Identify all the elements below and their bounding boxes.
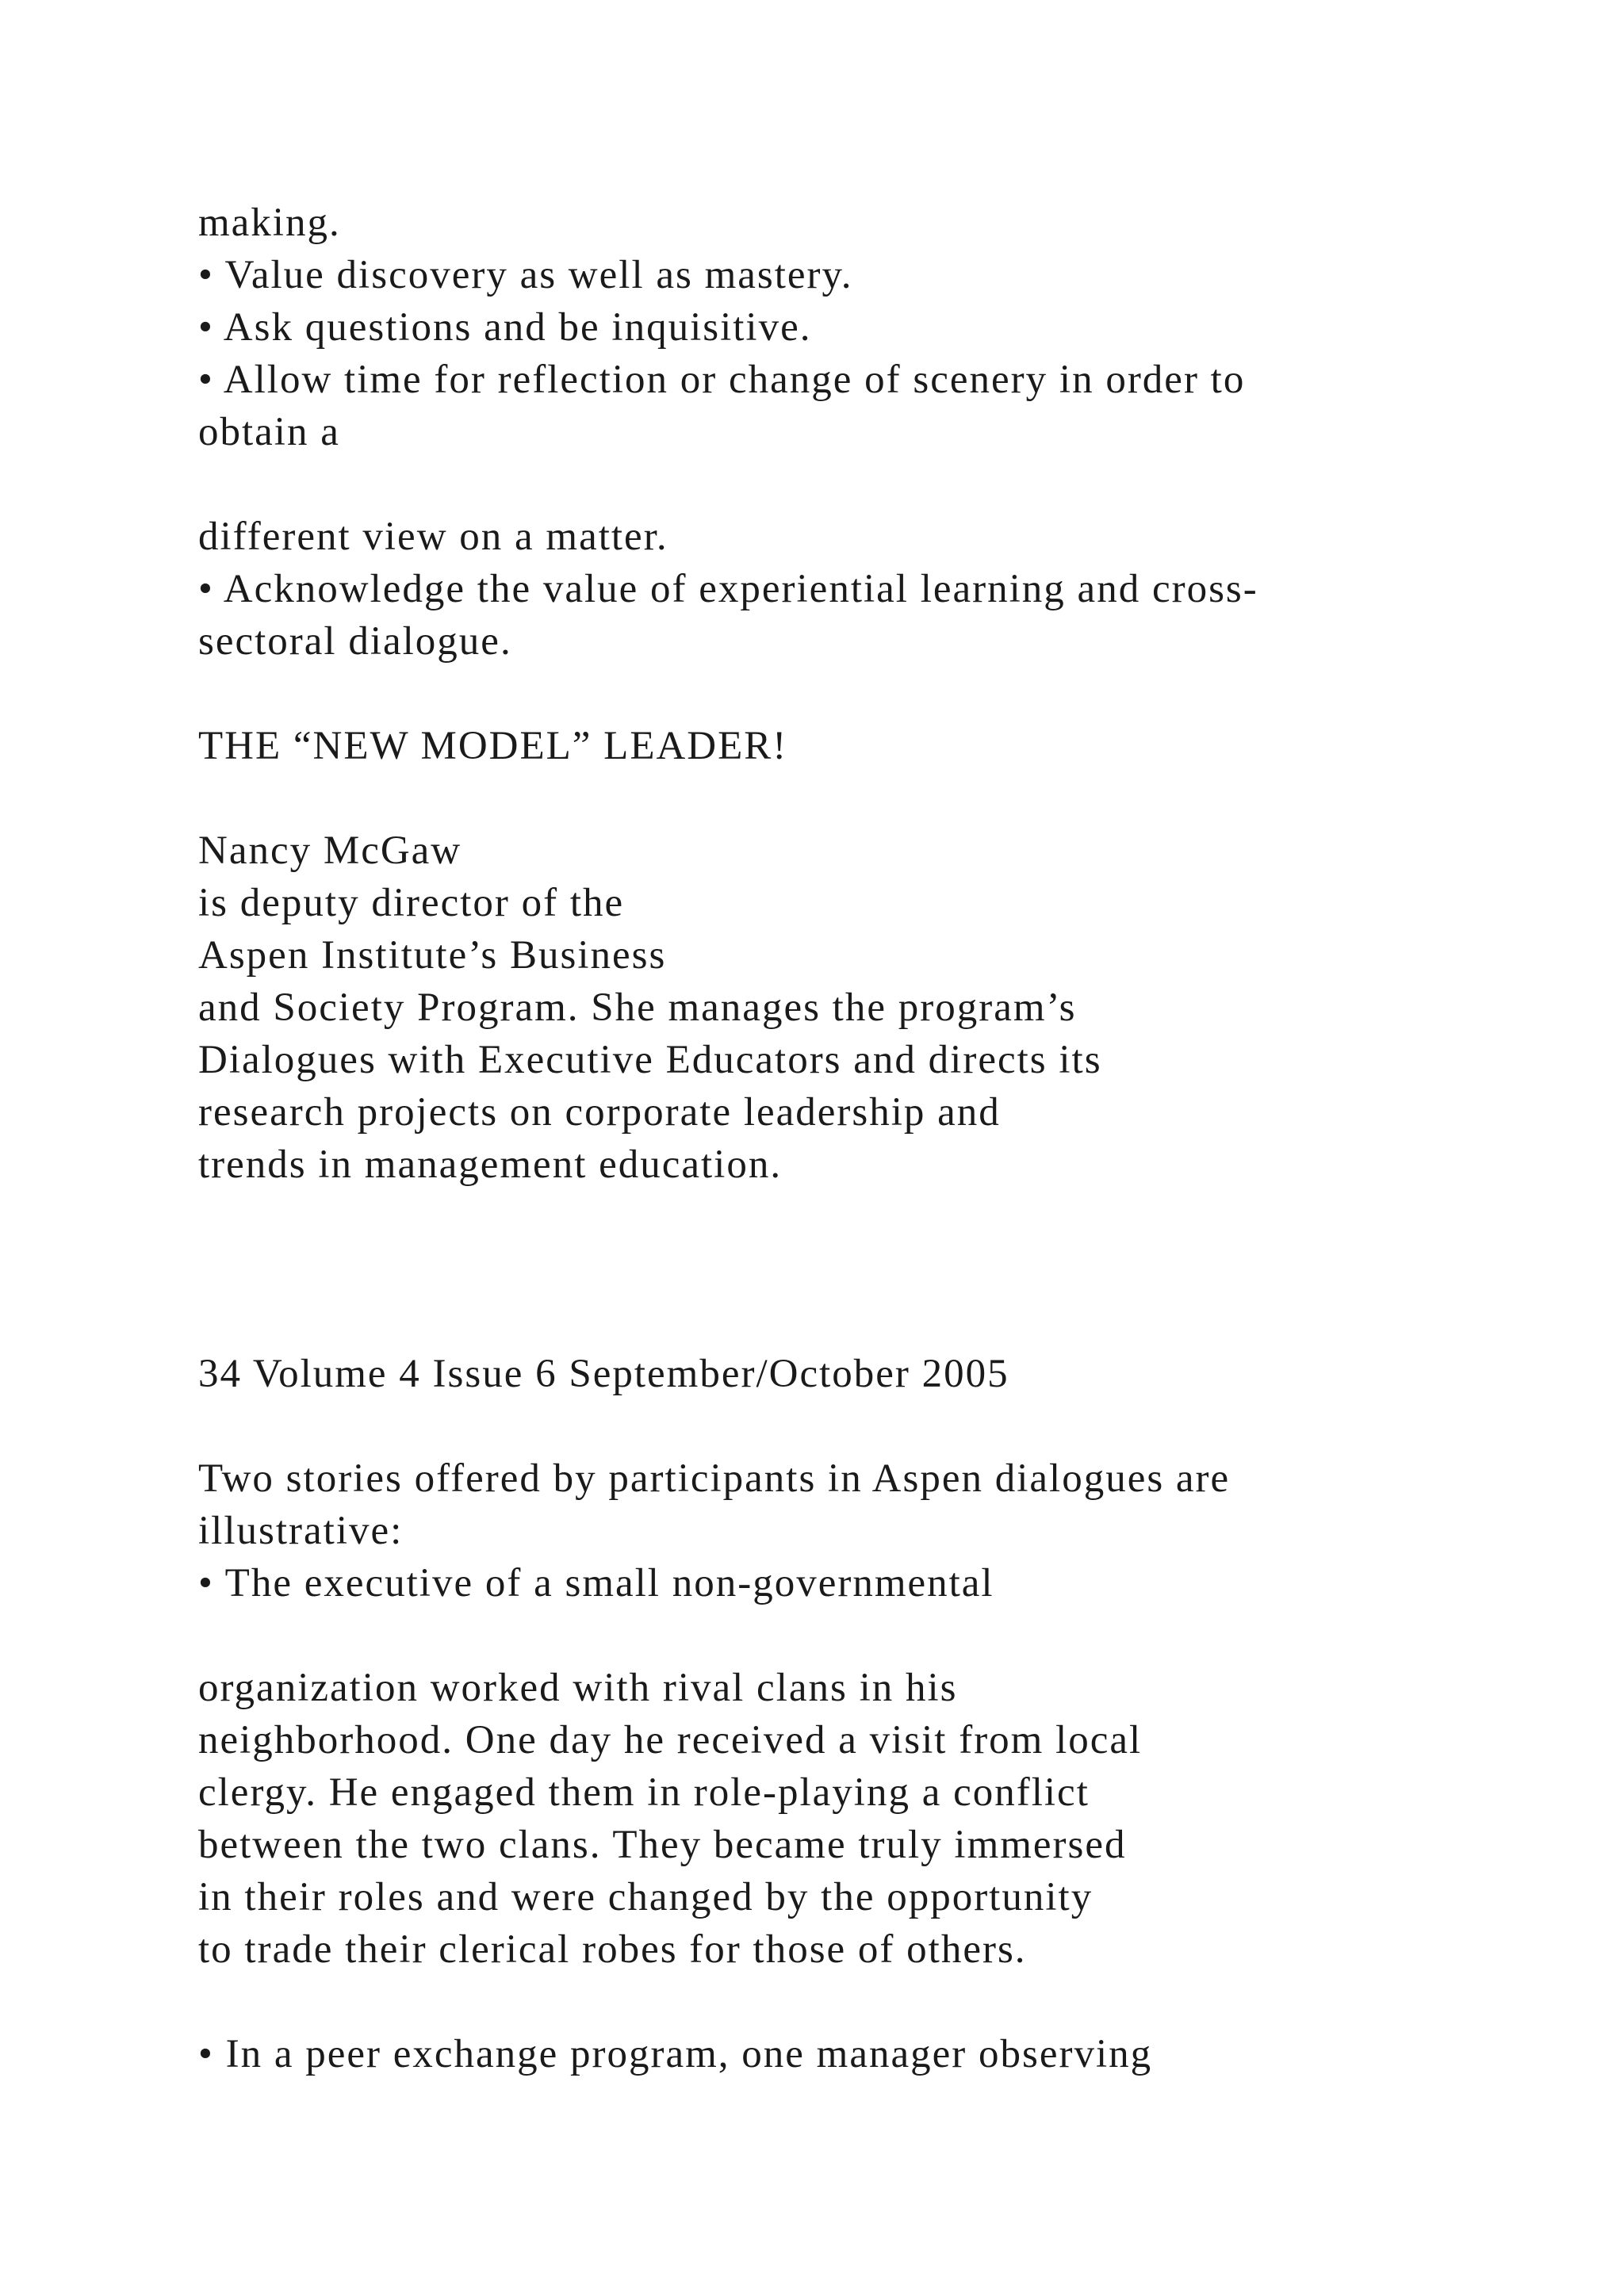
- text-line: Two stories offered by participants in Aspen dialogues are: [198, 1456, 1231, 1501]
- bio-line: Dialogues with Executive Educators and directs its: [198, 1038, 1102, 1082]
- bullet-block-2: [198, 511, 1467, 668]
- author-name: Nancy McGaw: [198, 828, 462, 873]
- paragraph-gap: [198, 668, 1467, 720]
- text-line: neighborhood. One day he received a visit from local: [198, 1718, 1143, 1762]
- issue-line: 34 Volume 4 Issue 6 September/October 2005: [198, 1352, 1009, 1396]
- bullet-item: • Ask questions and be inquisitive.: [198, 305, 812, 350]
- paragraph-gap: [198, 1609, 1467, 1662]
- bio-line: and Society Program. She manages the program’s: [198, 985, 1077, 1030]
- bullet-item: • Acknowledge the value of experiential learning and cross-: [198, 567, 1258, 611]
- text-line: obtain a: [198, 410, 340, 454]
- text-line: between the two clans. They became truly immersed: [198, 1823, 1127, 1867]
- bullet-block-last: [198, 2028, 1467, 2080]
- paragraph-gap: [198, 1400, 1467, 1452]
- story-paragraph: [198, 1662, 1467, 1976]
- paragraph-gap: [198, 772, 1467, 825]
- bullet-block-1: [198, 197, 1467, 458]
- author-bio: [198, 825, 1467, 1191]
- stories-intro: [198, 1452, 1467, 1609]
- text-line: making.: [198, 201, 341, 245]
- text-line: illustrative:: [198, 1509, 404, 1553]
- bullet-item: • Value discovery as well as mastery.: [198, 253, 853, 297]
- text-line: different view on a matter.: [198, 515, 668, 559]
- text-line: sectoral dialogue.: [198, 619, 512, 664]
- text-line: clergy. He engaged them in role-playing a conflict: [198, 1770, 1090, 1815]
- bio-line: is deputy director of the: [198, 881, 625, 925]
- paragraph-gap: [198, 1976, 1467, 2028]
- document-page: [198, 197, 1467, 2080]
- text-line: to trade their clerical robes for those of others.: [198, 1927, 1027, 1972]
- bullet-item: • Allow time for reflection or change of scenery in order to: [198, 358, 1246, 402]
- text-line: organization worked with rival clans in his: [198, 1666, 958, 1710]
- bio-line: trends in management education.: [198, 1142, 783, 1187]
- text-line: in their roles and were changed by the opportunity: [198, 1875, 1094, 1919]
- bio-line: research projects on corporate leadership and: [198, 1090, 1001, 1135]
- bullet-item: • In a peer exchange program, one manager observing: [198, 2032, 1153, 2076]
- section-gap: [198, 1191, 1467, 1348]
- section-heading: THE “NEW MODEL” LEADER!: [198, 724, 788, 768]
- bullet-item: • The executive of a small non-governmental: [198, 1561, 994, 1605]
- bio-line: Aspen Institute’s Business: [198, 933, 667, 978]
- paragraph-gap: [198, 458, 1467, 511]
